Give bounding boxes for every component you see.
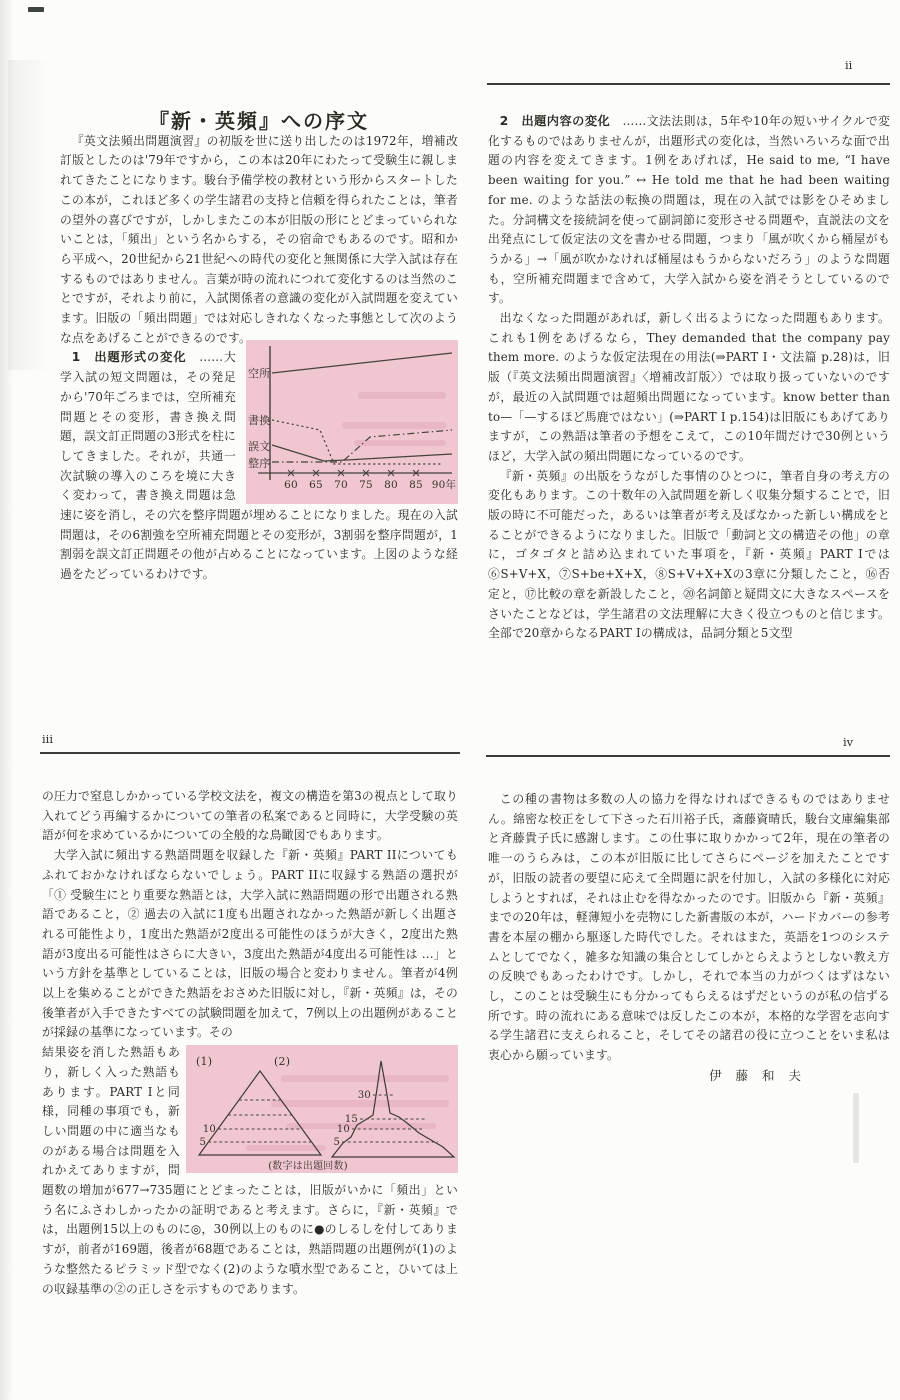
paragraph: 大学入試に頻出する熟語問題を収録した『新・英頻』PART IIについてもふれておかなければならないでしょう。PART IIに収録する熟語の選択が「① 受験生にとり重要な熟語とは，大学入試に熟語問題の形で出題される熟語であること，② 過去の入試に1度も出題されなかった熟語が新しく出題される可能性より，1度出た熟語が2度出る可能性のほうが大きく，2度出た熟語が3度出る可能性はさらに大きい，3度出た熟語が4度出る可能性は ...」という方針を基準としていることは，旧版の場合と変わりません。筆者が4例以上を集めることができた熟語をおさめた旧版に対し，『新・英頻』は，その後筆者が入手できたすべての試験問題を加えて，7例以上の出題例があることが採録の基準になっています。その (42, 848, 458, 1040)
page-number-ii: ii (845, 58, 853, 72)
idiom-distribution-diagram (186, 1045, 458, 1173)
paragraph: この種の書物は多数の人の協力を得なければできるものではありません。綿密な校正をして下さった石川裕子氏，斎藤資晴氏，駿台文庫編集部と斉藤貴子氏に感謝します。この仕事に取りかかって2年，現在の筆者の唯一のうらみは，この本が旧版に比してさらにページを加えたことですが，旧版の読者の要望に応えて全問題に訳を付加し，入試の多様化に対応しようとすれば，それは止むを得なかったのです。旧版から『新・英頻』までの20年は，軽薄短小を売物にした新書版の本が，ハードカバーの参考書を本屋の棚から駆逐した時代でした。それはまた，英語を1つのシステムとしてでなく，雑多な知識の集合としてしかとらえようとしない教え方の反映でもあったわけです。しかし，それで本当の力がつくはずはないし，このことは受験生にも分かってもらえるはずだというのが私の信ずる所です。時の流れにある意味では反したこの本が，本格的な学習を志向する学生諸君に支えられること，そしてその諸君の役に立つことをいま私は衷心から願っています。 (488, 792, 890, 1063)
paragraph-with-figure (42, 1043, 458, 1299)
label-gobun: 誤文 (248, 440, 271, 454)
page-ii-column (488, 112, 890, 644)
label-kusho: 空所 (248, 367, 271, 381)
tick-60: 60 (284, 479, 298, 492)
tick-90: 90年 (431, 479, 457, 492)
fountain-level-10: 10 (336, 1124, 350, 1136)
pyramid-level-5: 5 (199, 1137, 206, 1149)
header-rule (40, 752, 460, 754)
section-2-heading: 2 出題内容の変化 (499, 114, 611, 128)
section-2-body: ……文法法則は，5年や10年の短いサイクルで変化するものではありませんが，出題形式の変化は，当然いろいろな面で出題の内容を変えてきます。1例をあげれば，He said to me, “I have been waiting for you.” ↔ He told me that he had been waiting for me. のような話法の転換の問題は，現在の入試では影をひそめました。分詞構文を接続詞を使って副詞節に変形させる問題や，直説法の文を出発点にして仮定法の文を書かせる問題，つまり「風が吹くから桶屋がもうかる」→「風が吹かなければ桶屋はもうからないだろう」のような問題も，空所補充問題まで含めて，大学入試から姿を消そうとしているのです。 (488, 114, 891, 306)
exam-format-line-chart (246, 340, 458, 498)
tick-70: 70 (334, 479, 348, 492)
scan-smudge (8, 60, 50, 370)
header-rule (487, 83, 890, 85)
scan-smudge (853, 1093, 859, 1163)
paragraph: の圧力で窒息しかかっている学校文法を，複文の構造を第3の視点として取り入れてどう再編するかについての筆者の私案であると同時に，大学受験の英語が何を求めているかについての全般的な鳥瞰図でもあります。 (42, 789, 458, 843)
section-1-body: ……大学入試の短文問題は，その発足から'70年ごろまでは，空所補充問題とその変形，書き換え問題，誤文訂正問題の3形式を柱にしてきました。それが，共通一次試験の導入のころを境に大きく変わって，書き換え問題は急速に姿を消し，その穴を整序問題が埋めることになりました。現在の入試問題は，その6割強を空所補充問題とその変形が，3割弱を整序問題が，1割弱を誤文訂正問題その他が占めることになっています。上図のような経過をたどっているわけです。 (60, 350, 458, 582)
scan-ink-mark (28, 7, 44, 12)
tick-65: 65 (309, 479, 323, 492)
pyramid-2-label: (2) (274, 1055, 291, 1069)
paragraph: 『新・英頻』の出版をうながした事情のひとつに，筆者自身の考え方の変化もあります。この十数年の入試問題を新しく収集分類することで，旧版の時に不可能だった，あるいは筆者が考え及ばなかった新しい構成をとることができるようになりました。旧版で「動詞と文の構造その他」の章に，ゴタゴタと詰め込まれていた事項を，『新・英頻』PART Iでは⑥S+V+X，⑦S+be+X+X，⑧S+V+X+Xの3章に分類したこと，⑯否定と，⑰比較の章を新設したこと，⑳名詞節と疑問文に大きなスペースをさいたことなどは，学生諸君の文法理解に大きく役立つものと信じます。全部で20章からなるPART Iの構成は，品詞分類と5文型 (488, 468, 890, 641)
chart-pink-background (186, 1045, 458, 1173)
paragraph-text: 結果姿を消した熟語もあり，新しく入った熟語もあります。PART Iと同様，同種の事項でも，新しい問題の中に適当なものがある場合は問題を入れかえてありますが，問題数の増加が677→735題にとどまったことは，旧版がいかに「頻出」という名にふさわしかったかの証明であると考えます。さらに，『新・英頻』では，出題例15以上のものに◎，30例以上のものに●のしるしを付してありますが，前者が169題，後者が68題であることは，熟語問題の出題例が(1)のような整然たるピラミッド型でなく(2)のような噴水型であること，ひいては上の収録基準の②の正しさを示すものであります。 (42, 1045, 458, 1296)
preface-title: 『新・英頻』への序文 (149, 109, 369, 133)
fountain-level-30: 30 (357, 1090, 371, 1102)
page-iii-column (42, 787, 458, 1299)
tick-80: 80 (384, 479, 398, 492)
section-1 (60, 348, 458, 584)
tick-75: 75 (359, 479, 373, 492)
tick-85: 85 (409, 479, 423, 492)
label-kakikae: 書換 (248, 414, 271, 428)
section-2 (488, 112, 890, 309)
section-1-heading: 1 出題形式の変化 (71, 350, 187, 365)
pyramid-level-10: 10 (202, 1124, 216, 1136)
author-signature: 伊 藤 和 夫 (709, 1067, 806, 1083)
paragraph: 『英文法頻出問題演習』の初版を世に送り出したのは1972年，増補改訂版としたのは'79年ですから，この本は20年にわたって受験生に親しまれてきたことになります。駿台予備学校の教材という形からスタートしたこの本が，これほど多くの学生諸君の支持と信頼を得られたことは，筆者の望外の喜びですが，しかしまたこの本が旧版の形にとどまっていられないことは，「頻出」という名からする，その宿命でもあるのです。昭和から平成へ，20世紀から21世紀への時代の変化と無関係に大学入試は存在するものではありません。言葉が時の流れにつれて変化するのは当然のことですが，それより前に，入試関係者の意識の変化が入試問題を変えています。旧版の「頻出問題」では対応しきれなくなった事態として次のような点をあげることができるのです。 (60, 133, 458, 345)
page-i-column (60, 109, 458, 585)
page-number-iv: iv (843, 735, 854, 749)
page-iv-column (488, 790, 890, 1086)
diagram-caption: (数字は出題回数) (268, 1161, 348, 1173)
header-rule (486, 755, 890, 757)
paragraph: 出なくなった問題があれば，新しく出るようになった問題もあります。これも1例をあげるなら，They demanded that the company pay them more. のような仮定法現在の用法(⇒PART I・文法篇 p.28)は，旧版（『英文法頻出問題演習』〈増補改訂版〉）では取り扱っていないのですが，最近の入試問題では超頻出問題になっています。know better than to—「—するほど馬鹿ではない」(⇒PART I p.154)は旧版にもあげてありますが，この熟語は筆者の予想をこえて，この10年間だけで30例というほど，大学入試の頻出問題になっているのです。 (488, 311, 890, 463)
fountain-level-15: 15 (344, 1114, 358, 1126)
fountain-level-5: 5 (333, 1137, 340, 1149)
pyramid-1-label: (1) (196, 1055, 213, 1069)
label-seijo: 整序 (248, 457, 271, 471)
page-number-iii: iii (42, 732, 54, 746)
